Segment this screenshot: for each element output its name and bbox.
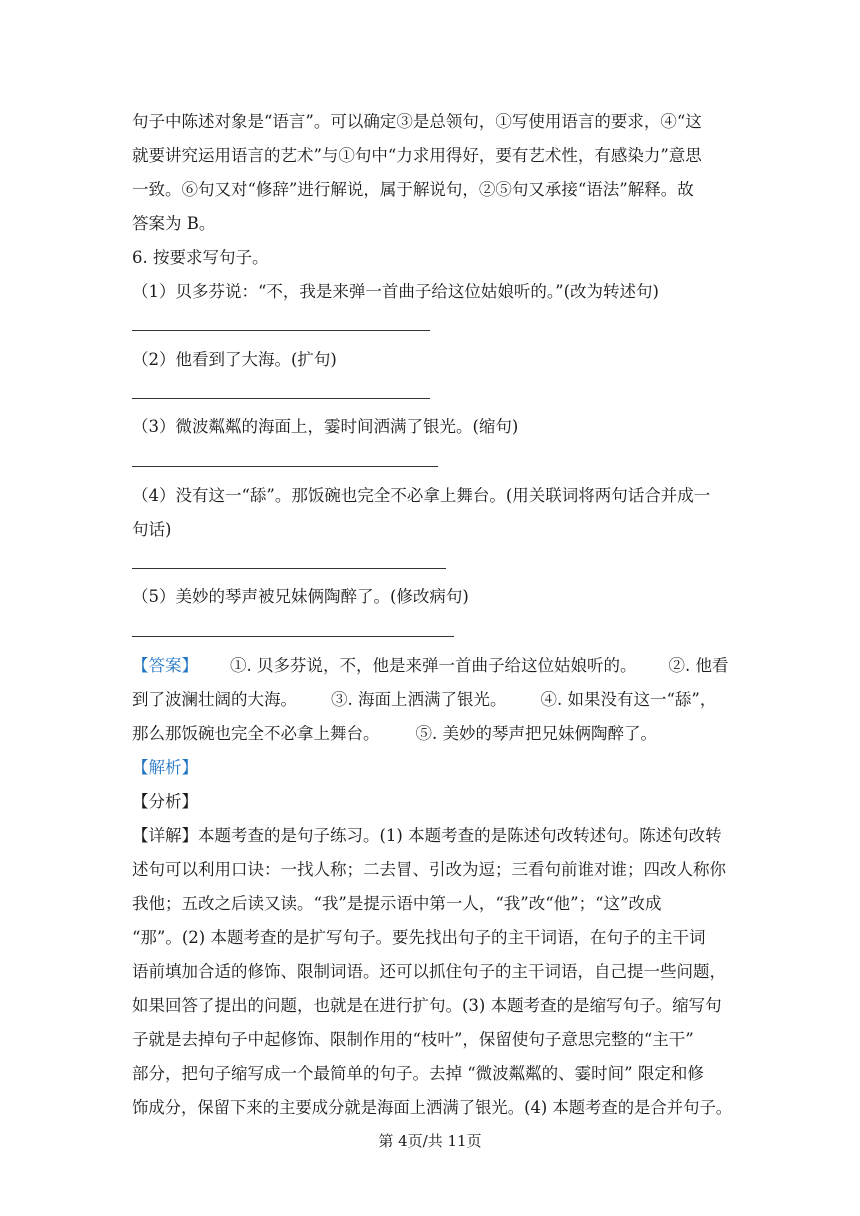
- detail-line-6: 如果回答了提出的问题，也就是在进行扩句。(3) 本题考查的是缩写句子。缩写句: [132, 996, 722, 1015]
- detail-line-7: 子就是去掉句子中起修饰、限制作用的“枝叶”，保留使句子意思完整的“主干”: [132, 1030, 694, 1049]
- analysis-sub-label: 【分析】: [132, 792, 198, 811]
- question-item-4-line-1: （4）没有这一“舔”。那饭碗也完全不必拿上舞台。(用关联词将两句话合并成一: [132, 486, 711, 505]
- answer-line-3: [132, 722, 657, 746]
- question-item-2: （2）他看到了大海。(扩句): [132, 350, 337, 369]
- detail-line-4: “那”。(2) 本题考查的是扩写句子。要先找出句子的主干词语，在句子的主干词: [132, 928, 706, 947]
- page-footer: 第 4页/共 11页: [378, 1132, 482, 1150]
- answer-blank-1[interactable]: [132, 330, 430, 331]
- detail-line-5: 语前填加合适的修饰、限制词语。还可以抓住句子的主干词语，自己提一些问题，: [132, 962, 726, 981]
- question-item-4-line-2: 句话): [132, 520, 172, 539]
- answer-blank-2[interactable]: [132, 398, 430, 399]
- detail-label: 【详解】: [132, 826, 198, 845]
- detail-line-3: 我他；五改之后读又读。“我”是提示语中第一人，“我”改“他”；“这”改成: [132, 894, 662, 913]
- intro-line-4: 答案为 B。: [132, 214, 216, 233]
- answer-item-4-part-1: ④. 如果没有这一“舔”，: [540, 690, 717, 709]
- answer-item-2-part-2: 到了波澜壮阔的大海。: [132, 690, 297, 709]
- question-item-3: （3）微波粼粼的海面上，霎时间洒满了银光。(缩句): [132, 417, 519, 436]
- answer-item-5: ⑤. 美妙的琴声把兄妹俩陶醉了。: [415, 724, 657, 743]
- detail-line-2: 述句可以利用口诀：一找人称；二去冒、引改为逗；三看句前谁对谁；四改人称你: [132, 860, 726, 879]
- answer-blank-3[interactable]: [132, 466, 438, 467]
- question-item-5: （5）美妙的琴声被兄妹俩陶醉了。(修改病句): [132, 587, 469, 606]
- analysis-label: 【解析】: [132, 758, 198, 777]
- answer-line-2: [132, 688, 716, 712]
- intro-line-2: 就要讲究运用语言的艺术”与①句中“力求用得好，要有艺术性，有感染力”意思: [132, 146, 702, 165]
- detail-line-8: 部分，把句子缩写成一个最简单的句子。去掉 “微波粼粼的、霎时间” 限定和修: [132, 1064, 704, 1083]
- detail-line-9: 饰成分，保留下来的主要成分就是海面上洒满了银光。(4) 本题考查的是合并句子。: [132, 1098, 733, 1117]
- question-title: 6. 按要求写句子。: [132, 248, 269, 267]
- answer-blank-4[interactable]: [132, 568, 446, 569]
- answer-line-1: [132, 654, 729, 678]
- answer-item-3: ③. 海面上洒满了银光。: [331, 690, 507, 709]
- question-item-1: （1）贝多芬说：“不，我是来弹一首曲子给这位姑娘听的。”(改为转述句): [132, 282, 659, 301]
- answer-item-4-part-2: 那么那饭碗也完全不必拿上舞台。: [132, 724, 380, 743]
- answer-label: 【答案】: [132, 656, 198, 675]
- answer-item-1: ①. 贝多芬说，不，他是来弹一首曲子给这位姑娘听的。: [230, 656, 637, 675]
- intro-line-1: 句子中陈述对象是“语言”。可以确定③是总领句，①写使用语言的要求，④“这: [132, 112, 702, 131]
- detail-text: 本题考查的是句子练习。(1) 本题考查的是陈述句改转述句。陈述句改转: [198, 826, 722, 845]
- answer-blank-5[interactable]: [132, 636, 454, 637]
- detail-line-1: [132, 824, 722, 848]
- intro-line-3: 一致。⑥句又对“修辞”进行解说，属于解说句，②⑤句又承接“语法”解释。故: [132, 180, 694, 199]
- answer-item-2-part-1: ②. 他看: [668, 656, 729, 675]
